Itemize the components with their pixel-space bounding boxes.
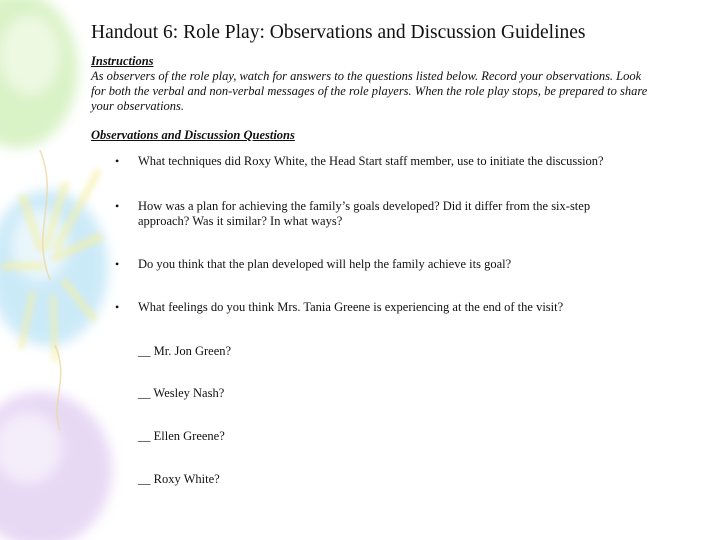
option-jon-green: __ Mr. Jon Green?: [138, 344, 232, 358]
bullet-icon: •: [115, 154, 120, 168]
questions-heading: Observations and Discussion Questions: [91, 128, 295, 142]
page-title: Handout 6: Role Play: Observations and Discussion Guidelines: [91, 22, 586, 43]
option-wesley-nash: __ Wesley Nash?: [138, 386, 225, 400]
bullet-icon: •: [115, 300, 120, 314]
option-ellen-greene: __ Ellen Greene?: [138, 429, 225, 443]
option-roxy-white: __ Roxy White?: [138, 472, 220, 486]
question-3: Do you think that the plan developed will help the family achieve its goal?: [138, 257, 512, 271]
bullet-icon: •: [115, 199, 120, 213]
question-2: How was a plan for achieving the family’s goals developed? Did it differ from the six-step approach? Was it similar? In what ways?: [138, 199, 591, 228]
instructions-heading: Instructions: [91, 54, 154, 68]
question-4: What feelings do you think Mrs. Tania Greene is experiencing at the end of the visit?: [138, 300, 564, 314]
bullet-icon: •: [115, 257, 120, 271]
instructions-text: As observers of the role play, watch for answers to the questions listed below. Record your observations. Look for both the verbal and non-verbal messages of the role players. When the role play stops, be prepared to share your observations.: [91, 69, 648, 113]
question-1: What techniques did Roxy White, the Head Start staff member, use to initiate the discussion?: [138, 154, 604, 168]
